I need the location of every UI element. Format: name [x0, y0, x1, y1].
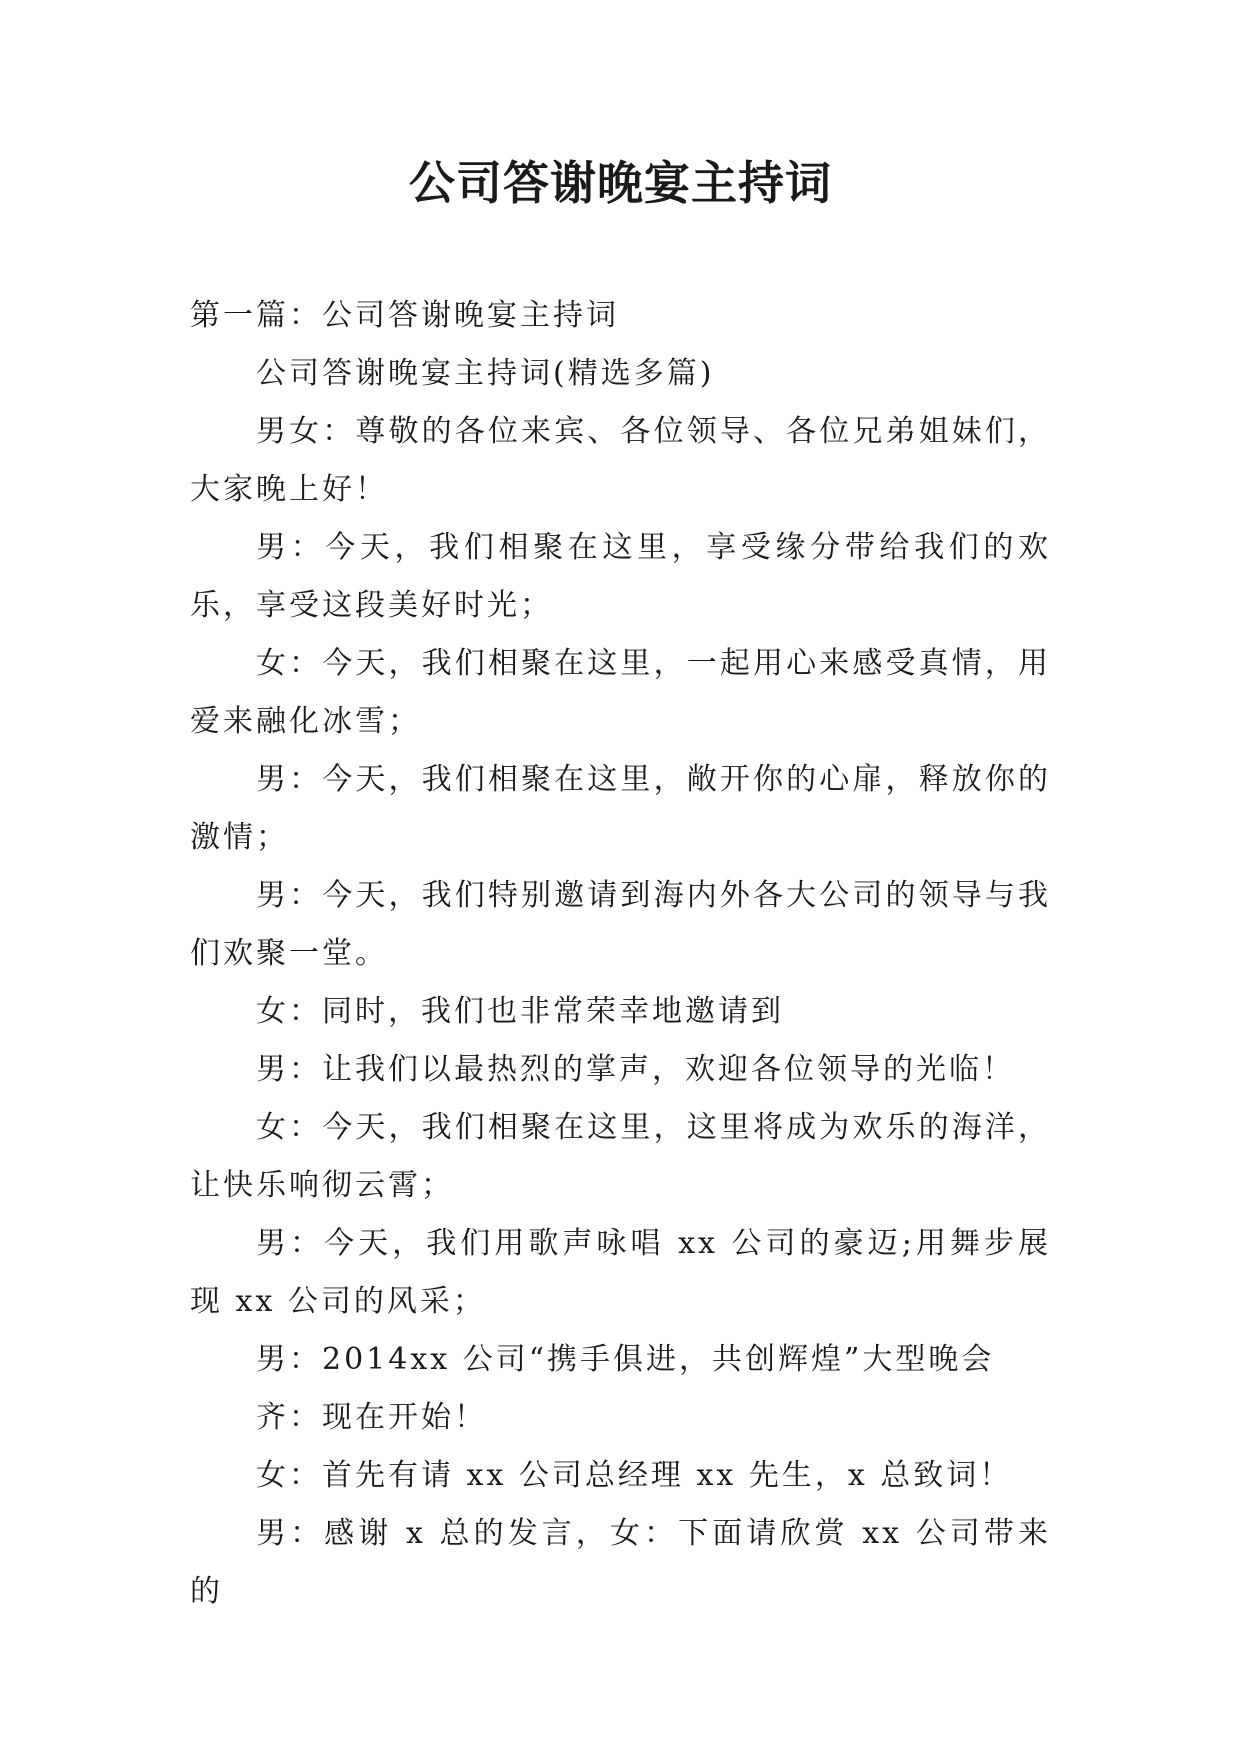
document-title: 公司答谢晚宴主持词: [409, 156, 832, 210]
paragraph: 男女：尊敬的各位来宾、各位领导、各位兄弟姐妹们，大家晚上好！: [190, 414, 1051, 507]
paragraph: 女：今天，我们相聚在这里，这里将成为欢乐的海洋，让快乐响彻云霄；: [190, 1110, 1051, 1203]
paragraph-heading: 第一篇：公司答谢晚宴主持词: [190, 298, 619, 333]
paragraph: 男：感谢 x 总的发言，女：下面请欣赏 xx 公司带来的: [190, 1516, 1051, 1609]
paragraph: 男：今天，我们特别邀请到海内外各大公司的领导与我们欢聚一堂。: [190, 878, 1051, 971]
paragraph: 男：今天，我们相聚在这里，敞开你的心扉，释放你的激情；: [190, 762, 1051, 855]
paragraph: 男：今天，我们相聚在这里，享受缘分带给我们的欢乐，享受这段美好时光；: [190, 530, 1051, 623]
paragraph: 女：同时，我们也非常荣幸地邀请到: [256, 994, 784, 1029]
document-body: [190, 287, 1051, 1621]
paragraph: 女：首先有请 xx 公司总经理 xx 先生，x 总致词！: [256, 1458, 1013, 1493]
paragraph: 女：今天，我们相聚在这里，一起用心来感受真情，用爱来融化冰雪；: [190, 646, 1051, 739]
paragraph: 男：今天，我们用歌声咏唱 xx 公司的豪迈;用舞步展现 xx 公司的风采；: [190, 1226, 1051, 1319]
paragraph: 男：2014xx 公司“携手俱进，共创辉煌”大型晚会: [256, 1342, 995, 1377]
paragraph: 男：让我们以最热烈的掌声，欢迎各位领导的光临！: [256, 1052, 1015, 1087]
paragraph: 齐：现在开始！: [256, 1400, 487, 1435]
paragraph: 公司答谢晚宴主持词(精选多篇): [256, 356, 715, 391]
